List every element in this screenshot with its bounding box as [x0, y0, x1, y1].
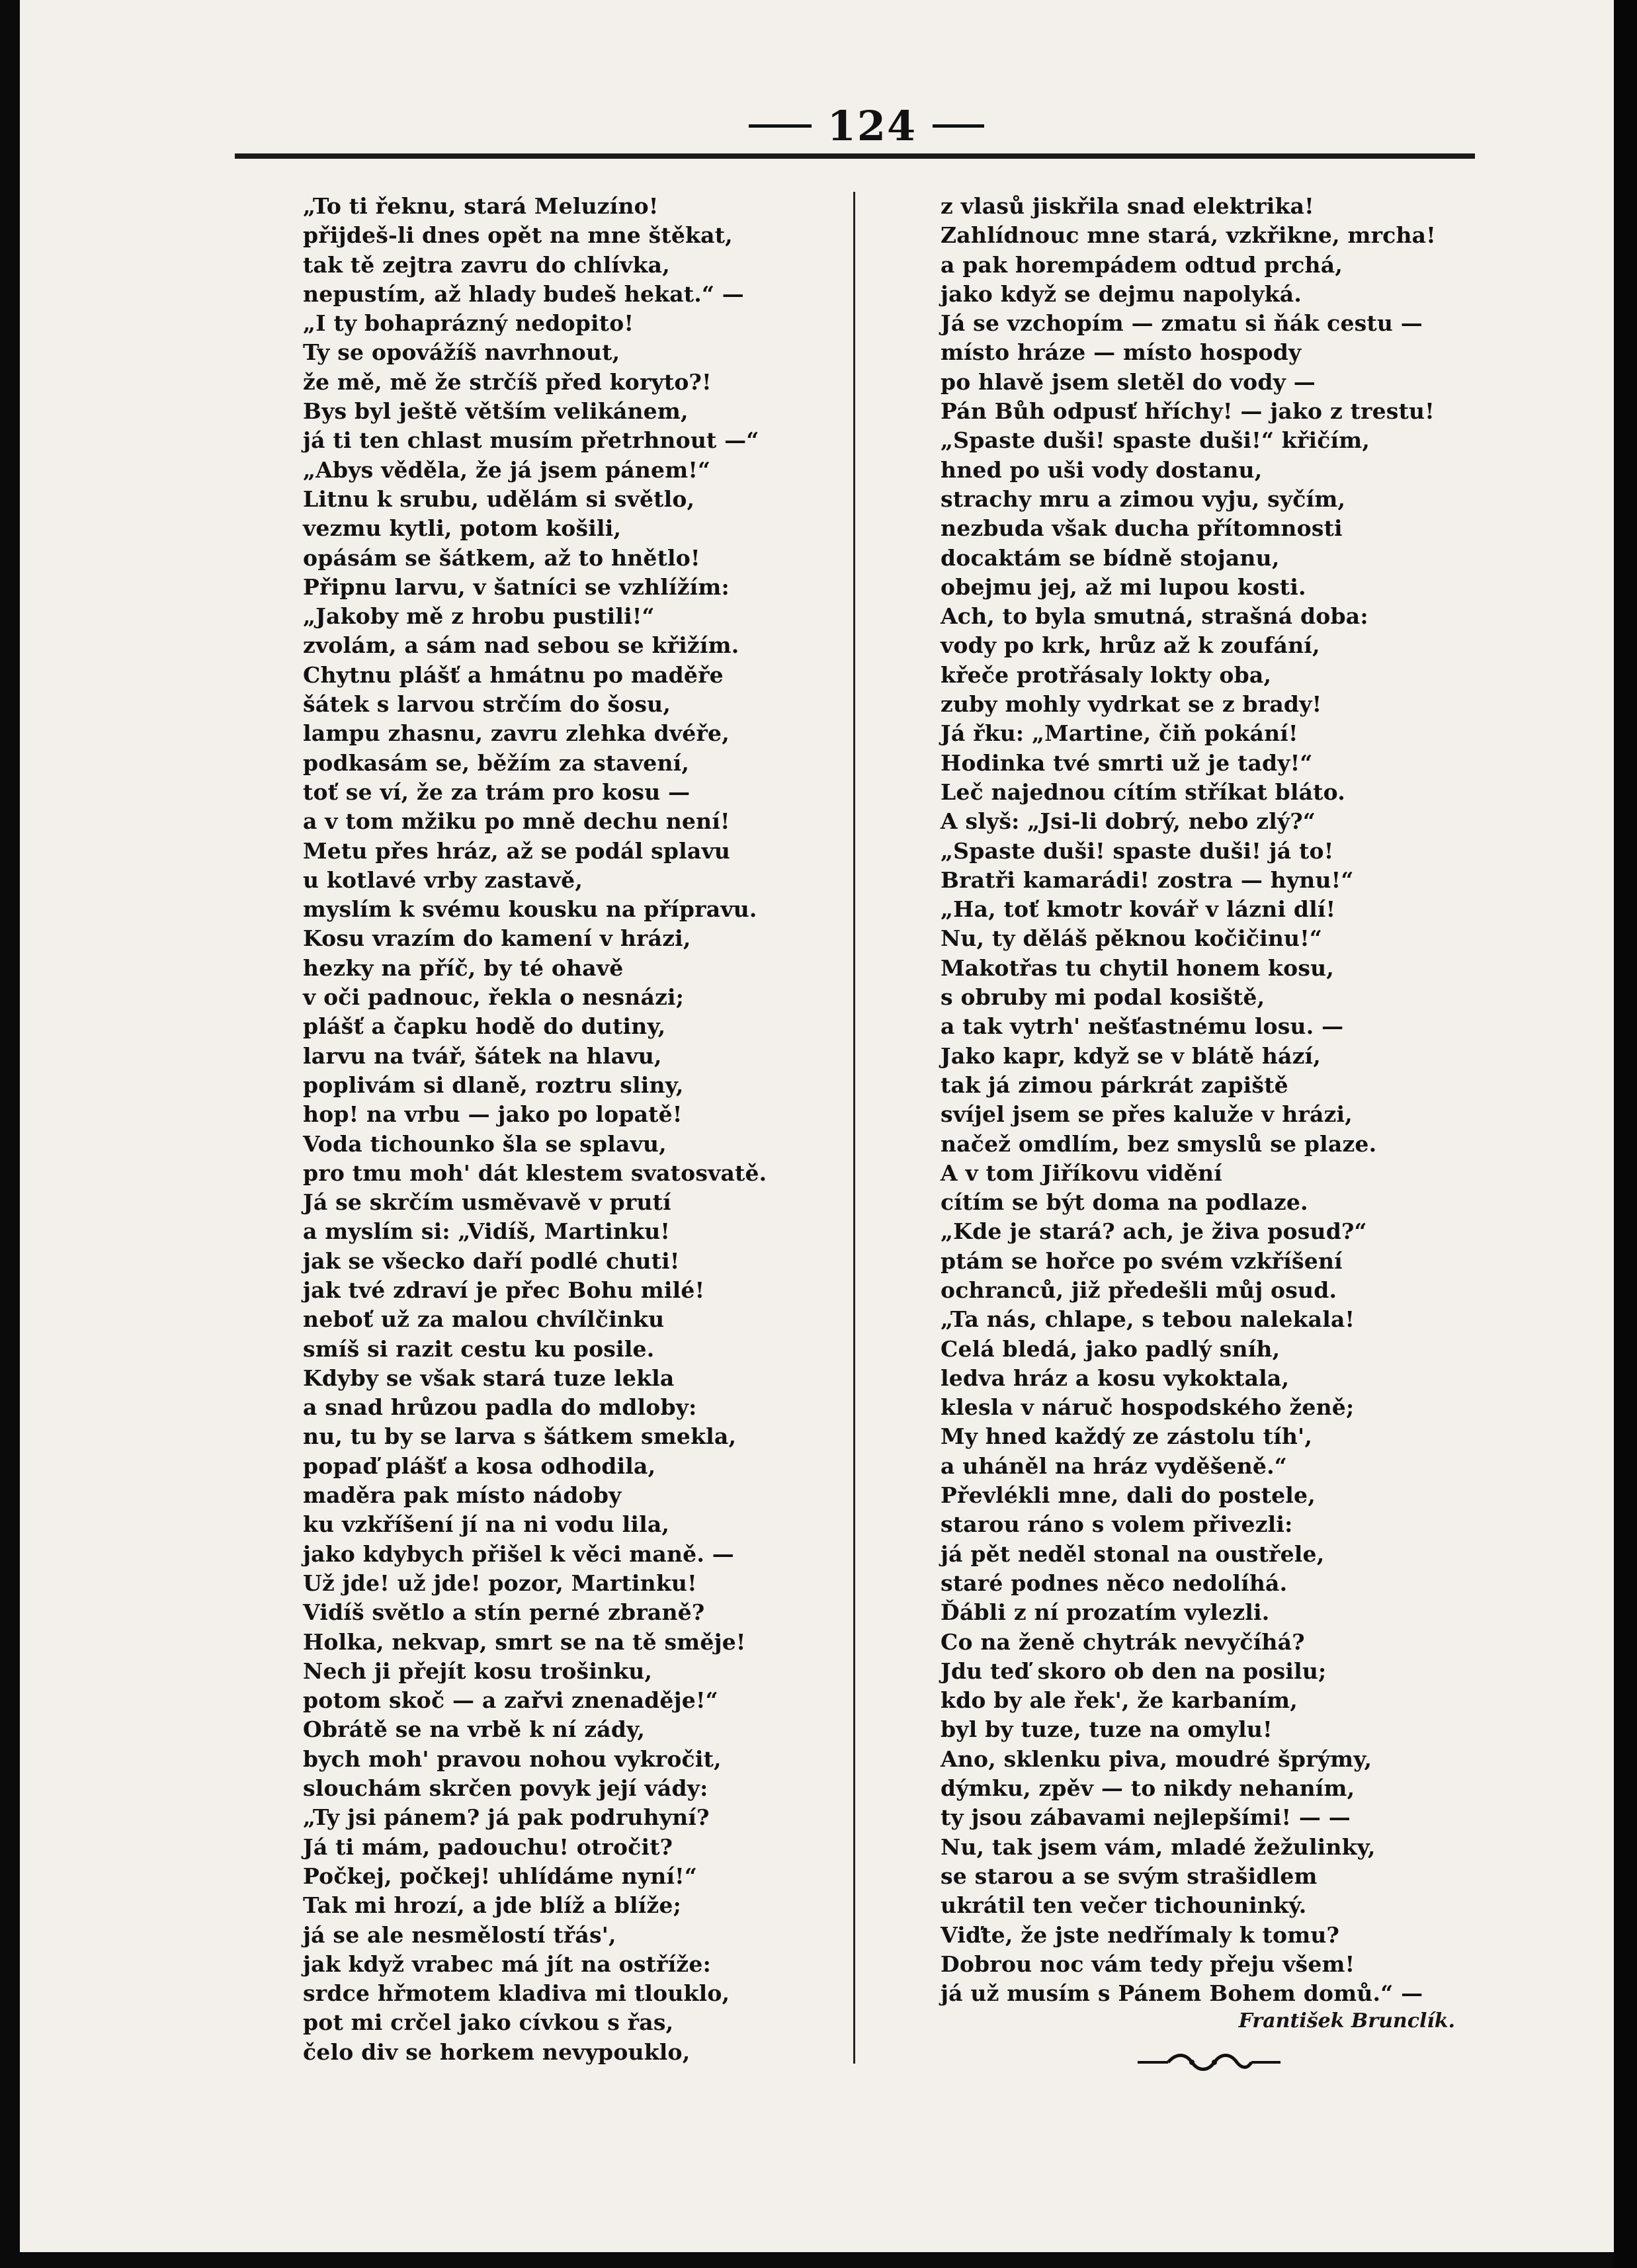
left-column: [303, 192, 832, 2067]
left-column-line: a snad hrůzou padla do mdloby:: [303, 1394, 697, 1421]
page-header: [728, 99, 1005, 152]
header-rule: [235, 153, 1475, 159]
left-column-line: jak tvé zdraví je přec Bohu milé!: [303, 1277, 705, 1303]
left-column-line: hop! na vrbu — jako po lopatě!: [303, 1101, 683, 1128]
left-column-line: šátek s larvou strčím do šosu,: [303, 691, 671, 718]
right-column-line: Bratři kamarádi! zostra — hynu!“: [941, 866, 1354, 893]
author-signature: František Brunclík.: [1238, 2009, 1455, 2033]
right-column-line: s obruby mi podal kosiště,: [941, 984, 1265, 1011]
right-column-line: Hodinka tvé smrti už je tady!“: [941, 749, 1313, 776]
right-column-line: cítím se být doma na podlaze.: [941, 1189, 1308, 1216]
right-column-line: A v tom Jiříkovu vidění: [941, 1159, 1222, 1186]
right-column-line: Nu, ty děláš pěknou kočičinu!“: [941, 925, 1323, 952]
right-column-line: Dobrou noc vám tedy přeju všem!: [941, 1951, 1355, 1977]
header-dash-left: [749, 124, 812, 128]
right-column-line: Já řku: „Martine, čiň pokání!: [941, 720, 1298, 747]
left-column-line: maděra pak místo nádoby: [303, 1482, 622, 1509]
left-column-line: ku vzkříšení jí na ni vodu lila,: [303, 1511, 670, 1538]
right-column-line: kdo by ale řek', že karbaním,: [941, 1687, 1298, 1714]
right-column-line: Zahlídnouc mne stará, vzkřikne, mrcha!: [941, 222, 1436, 249]
left-column-line: čelo div se horkem nevypouklo,: [303, 2038, 691, 2065]
left-column-line: tak tě zejtra zavru do chlívka,: [303, 251, 670, 278]
right-column-line: Co na ženě chytrák nevyčíhá?: [941, 1628, 1305, 1655]
right-column-line: zuby mohly vydrkat se z brady!: [941, 691, 1322, 718]
left-column-line: „Abys věděla, že já jsem pánem!“: [303, 456, 711, 483]
left-column-line: Chytnu plášť a hmátnu po maděře: [303, 661, 724, 688]
right-column-line: místo hráze — místo hospody: [941, 339, 1302, 366]
right-column-line: Makotřas tu chytil honem kosu,: [941, 954, 1334, 981]
right-column-line: Ach, to byla smutná, strašná doba:: [941, 603, 1368, 630]
right-column-line: „Spaste duši! spaste duši!“ křičím,: [941, 427, 1370, 454]
left-column-line: a myslím si: „Vidíš, Martinku!: [303, 1218, 671, 1245]
right-column-line: Celá bledá, jako padlý sníh,: [941, 1335, 1280, 1362]
left-column-line: srdce hřmotem kladiva mi tlouklo,: [303, 1980, 730, 2007]
left-column-line: bych moh' pravou nohou vykročit,: [303, 1745, 722, 1772]
right-column-line: po hlavě jsem sletěl do vody —: [941, 368, 1316, 395]
right-column-line: ty jsou zábavami nejlepšími! — —: [941, 1804, 1351, 1831]
right-column-line: strachy mru a zimou vyju, syčím,: [941, 485, 1346, 512]
left-column-line: „Jakoby mě z hrobu pustili!“: [303, 603, 655, 630]
left-column-line: Už jde! už jde! pozor, Martinku!: [303, 1570, 697, 1596]
left-column-line: poplivám si dlaně, roztru sliny,: [303, 1071, 684, 1098]
left-column-line: zvolám, a sám nad sebou se křižím.: [303, 632, 739, 659]
right-column: [941, 192, 1470, 2008]
right-column-line: jako když se dejmu napolyká.: [941, 280, 1302, 307]
left-column-line: pot mi crčel jako cívkou s řas,: [303, 2009, 674, 2036]
left-column-line: popaď plášť a kosa odhodila,: [303, 1452, 656, 1479]
page-number: 124: [827, 101, 917, 150]
left-column-line: přijdeš-li dnes opět na mne štěkat,: [303, 222, 733, 249]
left-column-line: nu, tu by se larva s šátkem smekla,: [303, 1423, 737, 1450]
left-column-line: u kotlavé vrby zastavě,: [303, 866, 583, 893]
right-column-line: se starou a se svým strašidlem: [941, 1863, 1318, 1889]
header-dash-right: [933, 124, 984, 128]
right-column-line: dýmku, zpěv — to nikdy nehaním,: [941, 1775, 1355, 1802]
right-column-line: Ďábli z ní prozatím vylezli.: [941, 1599, 1270, 1626]
right-column-line: a tak vytrh' nešťastnému losu. —: [941, 1013, 1344, 1040]
right-column-line: ptám se hořce po svém vzkříšení: [941, 1247, 1343, 1274]
left-column-line: Obrátě se na vrbě k ní zády,: [303, 1716, 646, 1743]
left-column-line: „To ti řeknu, stará Meluzíno!: [303, 193, 659, 219]
left-column-line: a v tom mžiku po mně dechu není!: [303, 808, 730, 835]
left-column-line: Vidíš světlo a stín perné zbraně?: [303, 1599, 705, 1626]
left-column-line: v oči padnouc, řekla o nesnázi;: [303, 984, 685, 1011]
left-column-line: Metu přes hráz, až se podál splavu: [303, 837, 731, 864]
right-column-line: Převlékli mne, dali do postele,: [941, 1482, 1316, 1509]
left-column-line: smíš si razit cestu ku posile.: [303, 1335, 655, 1362]
right-column-line: Pán Bůh odpusť hříchy! — jako z trestu!: [941, 398, 1435, 425]
left-column-line: Připnu larvu, v šatníci se vzhlížím:: [303, 573, 730, 600]
right-column-line: klesla v náruč hospodského ženě;: [941, 1394, 1355, 1421]
left-column-line: Bys byl ještě větším velikánem,: [303, 398, 689, 425]
left-column-line: Nech ji přejít kosu trošinku,: [303, 1658, 653, 1684]
end-ornament: [1136, 2049, 1282, 2076]
left-column-line: plášť a čapku hodě do dutiny,: [303, 1013, 666, 1040]
right-column-line: a pak horempádem odtud prchá,: [941, 251, 1343, 278]
right-column-line: a uháněl na hráz vyděšeně.“: [941, 1452, 1287, 1479]
right-column-line: nezbuda však ducha přítomnosti: [941, 515, 1343, 542]
right-column-line: byl by tuze, tuze na omylu!: [941, 1716, 1273, 1743]
left-column-line: Já se skrčím usměvavě v prutí: [303, 1189, 671, 1216]
left-column-line: hezky na příč, by té ohavě: [303, 954, 624, 981]
right-column-line: „Spaste duši! spaste duši! já to!: [941, 837, 1334, 864]
right-column-line: tak já zimou párkrát zapiště: [941, 1071, 1288, 1098]
right-column-line: ochranců, již předešli můj osud.: [941, 1277, 1337, 1303]
right-column-line: staré podnes něco nedolíhá.: [941, 1570, 1288, 1596]
left-column-line: Kosu vrazím do kamení v hrázi,: [303, 925, 691, 952]
right-column-line: já už musím s Pánem Bohem domů.“ —: [941, 1980, 1423, 2007]
left-column-line: Litnu k srubu, udělám si světlo,: [303, 485, 695, 512]
right-column-line: „Kde je stará? ach, je živa posud?“: [941, 1218, 1367, 1245]
right-column-line: obejmu jej, až mi lupou kosti.: [941, 573, 1306, 600]
left-column-line: jako kdybych přišel k věci maně. —: [303, 1540, 734, 1567]
left-column-line: já se ale nesmělostí třás',: [303, 1921, 616, 1948]
left-column-line: neboť už za malou chvílčinku: [303, 1306, 665, 1333]
right-column-line: hned po uši vody dostanu,: [941, 456, 1263, 483]
right-column-line: Jako kapr, když se v blátě hází,: [941, 1042, 1321, 1069]
right-column-line: A slyš: „Jsi-li dobrý, nebo zlý?“: [941, 808, 1316, 835]
right-column-line: Ano, sklenku piva, moudré šprýmy,: [941, 1745, 1372, 1772]
left-column-line: slouchám skrčen povyk její vády:: [303, 1775, 708, 1802]
column-divider: [853, 192, 855, 2064]
left-column-line: „Ty jsi pánem? já pak podruhyní?: [303, 1804, 710, 1831]
scan-edge: [1614, 0, 1637, 2268]
right-column-line: My hned každý ze zástolu tíh',: [941, 1423, 1313, 1450]
left-column-line: jak když vrabec má jít na ostříže:: [303, 1951, 711, 1977]
left-column-line: toť se ví, že za trám pro kosu —: [303, 778, 691, 805]
right-column-line: Leč najednou cítím stříkat bláto.: [941, 778, 1345, 805]
left-column-line: podkasám se, běžím za stavení,: [303, 749, 690, 776]
right-column-line: já pět neděl stonal na oustřele,: [941, 1540, 1325, 1567]
right-column-line: ledva hráz a kosu vykoktala,: [941, 1365, 1290, 1391]
left-column-line: Já ti mám, padouchu! otročit?: [303, 1833, 673, 1860]
left-column-line: „I ty bohaprázný nedopito!: [303, 310, 634, 337]
left-column-line: opásám se šátkem, až to hnětlo!: [303, 544, 700, 571]
right-column-line: z vlasů jiskřila snad elektrika!: [941, 193, 1314, 219]
right-column-line: Já se vzchopím — zmatu si ňák cestu —: [941, 310, 1423, 337]
left-column-line: Kdyby se však stará tuze lekla: [303, 1365, 675, 1391]
left-column-line: Počkej, počkej! uhlídáme nyní!“: [303, 1863, 698, 1889]
right-column-line: starou ráno s volem přivezli:: [941, 1511, 1293, 1538]
left-column-line: vezmu kytli, potom košili,: [303, 515, 622, 542]
left-column-line: nepustím, až hlady budeš hekat.“ —: [303, 280, 745, 307]
right-column-line: svíjel jsem se přes kaluže v hrázi,: [941, 1101, 1353, 1128]
right-column-line: docaktám se bídně stojanu,: [941, 544, 1280, 571]
left-column-line: Holka, nekvap, smrt se na tě směje!: [303, 1628, 746, 1655]
right-column-line: Viďte, že jste nedřímaly k tomu?: [941, 1921, 1340, 1948]
right-column-line: vody po krk, hrůz až k zoufání,: [941, 632, 1320, 659]
right-column-line: načež omdlím, bez smyslů se plaze.: [941, 1130, 1377, 1157]
left-column-line: Ty se opovážíš navrhnout,: [303, 339, 620, 366]
left-column-line: potom skoč — a zařvi znenaděje!“: [303, 1687, 718, 1714]
left-column-line: lampu zhasnu, zavru zlehka dvéře,: [303, 720, 730, 747]
left-column-line: Voda tichounko šla se splavu,: [303, 1130, 667, 1157]
left-column-line: já ti ten chlast musím přetrhnout —“: [303, 427, 759, 454]
left-column-line: myslím k svému kousku na přípravu.: [303, 896, 757, 923]
left-column-line: larvu na tvář, šátek na hlavu,: [303, 1042, 662, 1069]
right-column-line: „Ta nás, chlape, s tebou nalekala!: [941, 1306, 1355, 1333]
right-column-line: Jdu teď skoro ob den na posilu;: [941, 1658, 1327, 1684]
right-column-line: Nu, tak jsem vám, mladé žežulinky,: [941, 1833, 1376, 1860]
left-column-line: že mě, mě že strčíš před koryto?!: [303, 368, 712, 395]
left-column-line: Tak mi hrozí, a jde blíž a blíže;: [303, 1892, 681, 1919]
right-column-line: „Ha, toť kmotr kovář v lázni dlí!: [941, 896, 1336, 923]
right-column-line: křeče protřásaly lokty oba,: [941, 661, 1272, 688]
right-column-line: ukrátil ten večer tichouninký.: [941, 1892, 1307, 1919]
left-column-line: pro tmu moh' dát klestem svatosvatě.: [303, 1159, 767, 1186]
left-column-line: jak se všecko daří podlé chuti!: [303, 1247, 680, 1274]
